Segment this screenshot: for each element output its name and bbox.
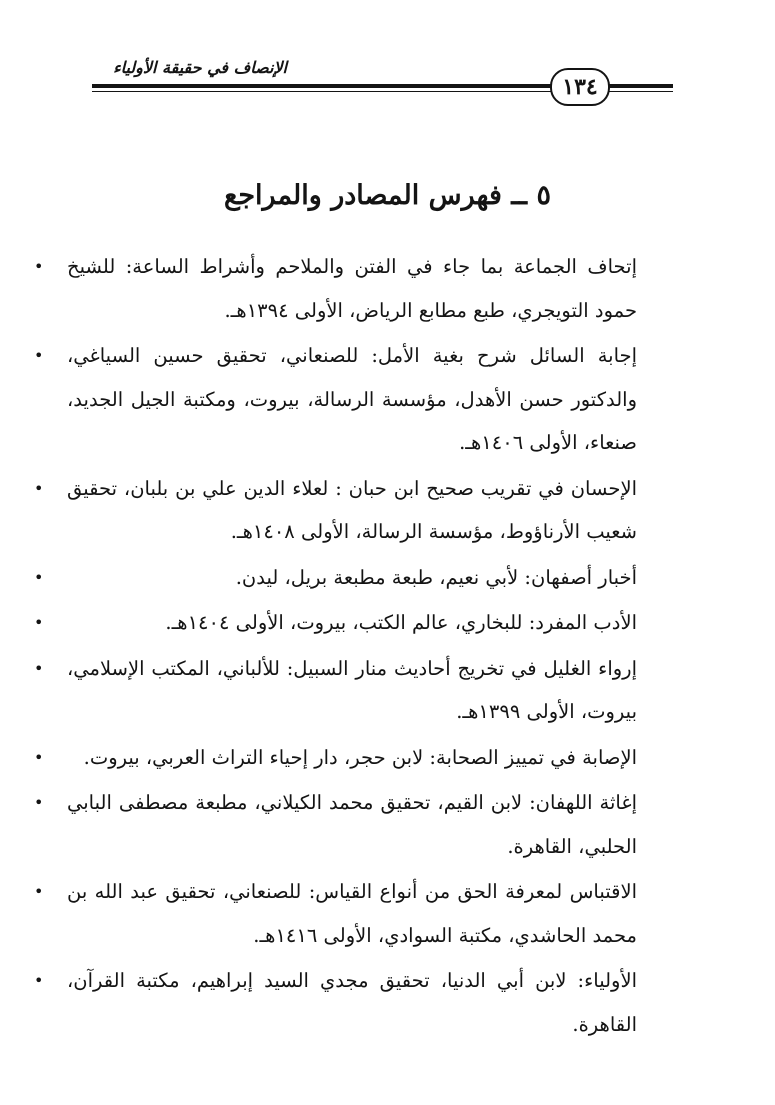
reference-item	[34, 467, 637, 554]
bullet-icon: •	[34, 747, 44, 767]
reference-text: إرواء الغليل في تخريج أحاديث منار السبيل: للألباني، المكتب الإسلامي، بيروت، الأولى ١٣٩٩هـ.	[67, 656, 637, 723]
header-rule-thin-right	[603, 91, 673, 92]
reference-item	[34, 870, 637, 957]
reference-item	[34, 959, 637, 1046]
reference-text: الأدب المفرد: للبخاري، عالم الكتب، بيروت، الأولى ١٤٠٤هـ.	[165, 611, 637, 634]
reference-item	[34, 781, 637, 868]
bullet-icon: •	[34, 658, 44, 678]
bullet-icon: •	[34, 971, 44, 990]
reference-item	[34, 647, 637, 734]
reference-item	[34, 245, 637, 332]
bullet-icon: •	[34, 346, 44, 365]
reference-text: الأولياء: لابن أبي الدنيا، تحقيق مجدي السيد إبراهيم، مكتبة القرآن، القاهرة.	[67, 969, 637, 1036]
reference-item	[34, 601, 637, 645]
section-heading: ٥ ــ فهرس المصادر والمراجع	[223, 180, 552, 211]
reference-item	[34, 556, 637, 600]
references-list	[34, 245, 637, 1048]
running-title: الإنصاف في حقيقة الأولياء	[113, 58, 287, 77]
bullet-icon: •	[34, 793, 44, 812]
reference-text: إجابة السائل شرح بغية الأمل: للصنعاني، تحقيق حسين السياغي، والدكتور حسن الأهدل، مؤسسة الرسالة، بيروت، ومكتبة الجيل الجديد، صنعاء، الأولى ١٤٠٦هـ.	[67, 344, 637, 454]
bullet-icon: •	[34, 613, 44, 632]
bullet-icon: •	[34, 478, 44, 498]
reference-text: إغاثة اللهفان: لابن القيم، تحقيق محمد الكيلاني، مطبعة مصطفى البابي الحلبي، القاهرة.	[67, 791, 637, 858]
reference-text: إتحاف الجماعة بما جاء في الفتن والملاحم وأشراط الساعة: للشيخ حمود التويجري، طبع مطابع الرياض، الأولى ١٣٩٤هـ.	[67, 255, 637, 322]
reference-text: الإحسان في تقريب صحيح ابن حبان : لعلاء الدين علي بن بلبان، تحقيق شعيب الأرناؤوط، مؤسسة الرسالة، الأولى ١٤٠٨هـ.	[67, 476, 637, 543]
page-number: ١٣٤	[550, 68, 610, 106]
reference-item	[34, 736, 637, 780]
reference-item	[34, 334, 637, 465]
reference-text: أخبار أصفهان: لأبي نعيم، طبعة مطبعة بريل، ليدن.	[235, 565, 637, 589]
reference-text: الإصابة في تمييز الصحابة: لابن حجر، دار إحياء التراث العربي، بيروت.	[83, 745, 637, 769]
reference-text: الاقتباس لمعرفة الحق من أنواع القياس: للصنعاني، تحقيق عبد الله بن محمد الحاشدي، مكتبة السوادي، الأولى ١٤١٦هـ.	[67, 880, 637, 947]
bullet-icon: •	[34, 257, 44, 276]
bullet-icon: •	[34, 567, 44, 587]
header-rule-thick-right	[603, 84, 673, 88]
bullet-icon: •	[34, 882, 44, 901]
